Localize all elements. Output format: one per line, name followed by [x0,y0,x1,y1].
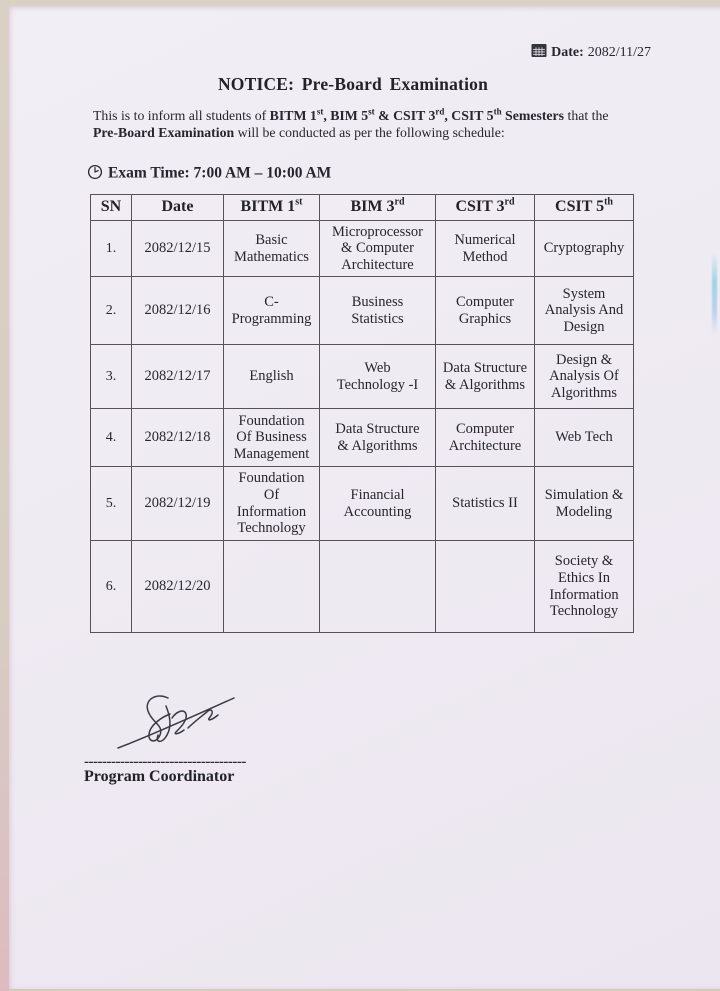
column-header: CSIT 3rd [436,195,535,221]
column-header: SN [91,195,132,221]
table-row [91,277,634,345]
cell-sn: 5. [91,467,132,541]
cell-subject: Design & Analysis Of Algorithms [535,345,634,409]
date-label: Date: [551,45,584,60]
exam-time-label: Exam Time: 7:00 AM – 10:00 AM [108,164,332,182]
intro-line: Pre-Board Examination will be conducted as per the following schedule: [93,124,505,140]
intro-line: This is to inform all students of BITM 1st, BIM 5st & CSIT 3rd, CSIT 5th Semesters that the [93,106,609,123]
column-header: BIM 3rd [320,195,436,221]
intro-text [93,108,645,141]
cell-sn: 1. [91,221,132,277]
cell-subject: C-Programming [224,277,320,345]
cell-sn: 6. [91,541,132,633]
cell-subject: Basic Mathematics [224,221,320,277]
date-value: 2082/11/27 [587,45,651,60]
cell-date: 2082/12/19 [132,467,224,541]
table-row [91,541,634,633]
exam-time-line [87,164,331,183]
table-row [91,345,634,409]
cell-date: 2082/12/20 [132,541,224,633]
column-header: Date [132,195,224,221]
cell-subject: Cryptography [535,221,634,277]
cell-date: 2082/12/16 [132,277,224,345]
signature-scribble [110,690,242,752]
clock-icon [87,164,103,180]
cell-subject: Foundation Of Business Management [224,409,320,467]
cell-subject: Data Structure & Algorithms [436,345,535,409]
cell-subject [320,541,436,633]
cell-subject: Foundation Of Information Technology [224,467,320,541]
signatory-role: Program Coordinator [84,768,235,785]
cell-subject [224,541,320,633]
cell-subject: English [224,345,320,409]
column-header: CSIT 5th [535,195,634,221]
cell-subject: System Analysis And Design [535,277,634,345]
table-row [91,409,634,467]
cell-subject: Web Tech [535,409,634,467]
cell-sn: 3. [91,345,132,409]
notice-title: NOTICE: Pre-Board Examination [217,74,489,94]
cell-subject: Financial Accounting [320,467,436,541]
table-row [91,467,634,541]
column-header: BITM 1st [224,195,320,221]
cell-subject [436,541,535,633]
cell-subject: Data Structure & Algorithms [320,409,436,467]
exam-schedule-table [90,194,634,633]
scan-ink-streak [712,253,717,335]
table-row [91,221,634,277]
cell-date: 2082/12/18 [132,409,224,467]
cell-subject: Computer Graphics [436,277,535,345]
cell-subject: Society & Ethics In Information Technology [535,541,634,633]
cell-sn: 2. [91,277,132,345]
cell-subject: Computer Architecture [436,409,535,467]
cell-sn: 4. [91,409,132,467]
cell-subject: Business Statistics [320,277,436,345]
cell-date: 2082/12/15 [132,221,224,277]
signature-line: ------------------------------------ [84,754,246,770]
cell-subject: Simulation & Modeling [535,467,634,541]
cell-subject: Microprocessor & Computer Architecture [320,221,436,277]
cell-subject: Numerical Method [436,221,535,277]
schedule-body [91,221,634,633]
cell-subject: Statistics II [436,467,535,541]
calendar-icon [531,43,547,58]
date-line [531,43,651,61]
schedule-header-row [91,195,634,221]
cell-subject: Web Technology -I [320,345,436,409]
cell-date: 2082/12/17 [132,345,224,409]
scan-edge-artifact [0,571,9,991]
